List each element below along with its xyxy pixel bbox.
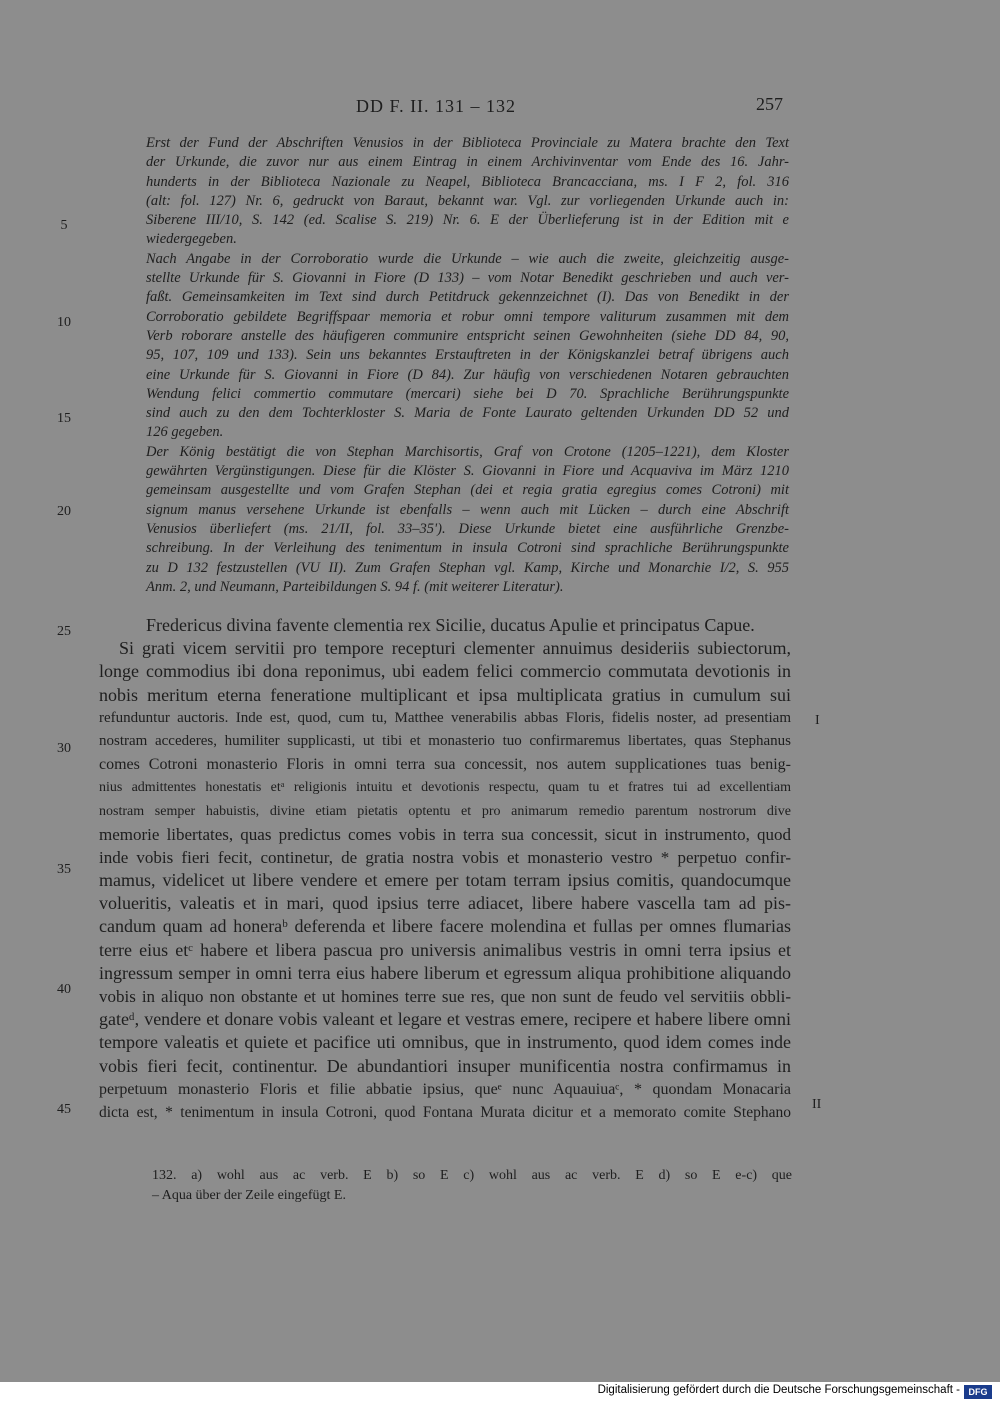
marginal-numeral: I: [815, 713, 820, 728]
running-header: DD F. II. 131 – 132: [356, 96, 517, 116]
commentary-line: stellte Urkunde für S. Giovanni in Fiore (D 133) – vom Notar Benedikt geschrieben und auch ver-: [146, 270, 789, 287]
footnote-line: 132. a) wohl aus ac verb. E b) so E c) wohl aus ac verb. E d) so E e-c) que: [152, 1168, 792, 1183]
charter-line: terre eius etᶜ habere et libera pascua pro universis animalibus vestris in omni terra ipsius et: [99, 939, 791, 960]
charter-line: Si grati vicem servitii pro tempore recepturi clementer annuimus desideriis subiectorum,: [119, 638, 791, 659]
charter-line: memorie libertates, quas predictus comes vobis in terra sua concessit, sicut in instrumento, quod: [99, 824, 791, 844]
commentary-line: (alt: fol. 127) Nr. 6, gedruckt von Baraut, bekannt war. Vgl. zur vorliegenden Urkunde auch in:: [146, 192, 789, 209]
page-number: 257: [756, 94, 783, 114]
commentary-line: Der König bestätigt die von Stephan Marchisortis, Graf von Crotone (1205–1221), dem Kloster: [146, 443, 789, 460]
charter-line: longe commodius ibi dona reponimus, ubi eadem felici commercio commutata devotionis in: [99, 661, 791, 682]
charter-line: dicta est, * tenimentum in insula Cotroni, quod Fontana Murata dicitur et a memorato comite Stephano: [99, 1103, 791, 1121]
line-number: 40: [57, 982, 71, 997]
charter-line: tempore valeatis et quiete et pacifice uti omnibus, que in instrumento, quod idem comes inde: [99, 1032, 791, 1053]
charter-line: ingressum semper in omni terra eius habere liberum et egressum aliqua prohibitione aliquando: [99, 962, 791, 983]
funding-notice: Digitalisierung gefördert durch die Deutsche Forschungsgemeinschaft -: [597, 1384, 960, 1396]
line-number: 5: [60, 218, 68, 233]
charter-line: nius admittentes honestatis etᵃ religionis intuitu et devotionis respectu, quam tu et fratres tui ad excellentiam: [99, 780, 791, 796]
commentary-line: der Urkunde, die zuvor nur aus einem Eintrag in einem Archivinventar vom Ende des 16. Jahr-: [146, 154, 789, 171]
charter-line: vobis in aliquo non obstante et ut homines terre sue res, que non sunt de feudo vel servitiis obbli-: [99, 987, 791, 1006]
line-number: 35: [57, 862, 71, 877]
line-number: 30: [57, 741, 71, 756]
line-number: 15: [57, 411, 71, 426]
dfg-logo: DFG: [964, 1385, 992, 1399]
commentary-line: signum manus versehene Urkunde ist ebenfalls – wenn auch mit Lücken – durch eine Abschrift: [146, 501, 789, 518]
line-number: 10: [57, 315, 71, 330]
charter-line: candum quam ad honeraᵇ deferenda et libere facere molendina et fullas per omnes flumarias: [99, 916, 791, 937]
charter-line: perpetuum monasterio Floris et filie abbatie ipsius, queᵉ nunc Aquauiuaᶜ, * quondam Monacaria: [99, 1080, 791, 1098]
commentary-line: Erst der Fund der Abschriften Venusios in der Biblioteca Provinciale zu Matera brachte den Text: [146, 135, 789, 151]
commentary-line: 126 gegeben.: [146, 424, 224, 441]
footer-bar: [0, 1382, 1000, 1402]
commentary-line: Anm. 2, und Neumann, Parteibildungen S. 94 f. (mit weiterer Literatur).: [146, 578, 564, 595]
commentary-line: Venusios überliefert (ms. 21/II, fol. 33–35'). Diese Urkunde bietet eine ausführliche Grenzbe-: [146, 520, 789, 537]
commentary-line: Siberene III/10, S. 142 (ed. Scalise S. 219) Nr. 6. E der Überlieferung ist in der Edition mit e: [146, 212, 789, 229]
charter-text: [99, 614, 791, 1124]
commentary-line: sind auch zu den dem Tochterkloster S. Maria de Fonte Laurato geltenden Urkunden DD 52 und: [146, 405, 789, 422]
charter-line: comes Cotroni monasterio Floris in omni terra sua concessit, nos autem supplicationes tuas benig-: [99, 756, 791, 774]
commentary-line: Wendung felici commertio commutare (mercari) siehe bei D 70. Sprachliche Berührungspunkte: [146, 385, 789, 402]
marginal-numeral: II: [812, 1097, 822, 1112]
charter-line: vobis fieri fecit, continentur. De abundantiori insuper munificentia nostra confirmamus in: [99, 1055, 791, 1076]
commentary-line: 95, 107, 109 und 133). Sein uns bekanntes Erstauftreten in der Königskanzlei betraf übrigens auch: [146, 347, 789, 364]
commentary-block: [146, 134, 789, 597]
charter-line: Fredericus divina favente clementia rex Sicilie, ducatus Apulie et principatus Capue.: [146, 615, 755, 635]
commentary-line: zu D 132 festzustellen (VU II). Zum Grafen Stephan vgl. Kamp, Kirche und Monarchie I/2, S. 955: [146, 559, 789, 576]
commentary-line: gemeinsam ausgestellte und vom Grafen Stephan (dei et regia gratia egregius comes Cotroni) mit: [146, 482, 789, 499]
charter-line: nostram semper habuistis, divine etiam pietatis optentu et pro animarum remedio parentum nostrorum dive: [99, 803, 791, 819]
line-number: 25: [57, 624, 71, 639]
commentary-line: Verb roborare anstelle des häufigeren communire entspricht seinen Gewohnheiten (siehe DD 84, 90,: [146, 327, 789, 344]
charter-line: refunduntur auctoris. Inde est, quod, cum tu, Matthee venerabilis abbas Floris, fidelis noster, ad presentiam: [99, 709, 791, 726]
charter-line: nostram accederes, humiliter supplicasti, ut tibi et monasterio tuo confirmaremus libertates, quas Stephanus: [99, 732, 791, 749]
footnote-line: – Aqua über der Zeile eingefügt E.: [152, 1188, 346, 1203]
commentary-line: schreibung. In der Verleihung des tenimentum in insula Cotroni sind sprachliche Berührungspunkte: [146, 540, 789, 557]
charter-line: nobis meritum eterna feneratione multiplicant et ipsa multiplicata gratius in cumulum sui: [99, 684, 791, 705]
charter-line: mamus, videlicet ut libere vendere et emere per totam terram ipsius comitis, quandocumque: [99, 870, 791, 891]
commentary-line: gewährten Vergünstigungen. Diese für die Klöster S. Giovanni in Fiore und Acquaviva im März 1210: [146, 463, 789, 480]
commentary-line: faßt. Gemeinsamkeiten im Text sind durch Petitdruck gekennzeichnet (I). Das von Benedikt in der: [146, 289, 789, 306]
charter-line: gateᵈ, vendere et donare vobis valeant et legare et vestras emere, recipere et habere libere omni: [99, 1009, 791, 1030]
commentary-line: Nach Angabe in der Corroboratio wurde die Urkunde – wie auch die zweite, gleichzeitig ausge-: [146, 250, 789, 267]
line-number: 20: [57, 504, 71, 519]
commentary-line: hunderts in der Biblioteca Nazionale zu Neapel, Biblioteca Brancacciana, ms. I F 2, fol. 316: [146, 173, 789, 190]
footnotes: [152, 1166, 792, 1206]
charter-line: volueritis, valeatis et in mari, quod ipsius terre adiacet, libere habere vascella tam ad pis-: [99, 893, 791, 914]
commentary-line: Corroboratio gebildete Begriffspaar memoria et robur omni tempore valiturum zusammen mit dem: [146, 308, 789, 325]
commentary-line: wiedergegeben.: [146, 231, 237, 248]
charter-line: inde vobis fieri fecit, continetur, de gratia nostra vobis et monasterio vestro * perpetuo confir-: [99, 847, 791, 867]
line-number: 45: [57, 1102, 71, 1117]
commentary-line: eine Urkunde für S. Giovanni in Fiore (D 84). Zur häufig von verschiedenen Notaren gebrauchten: [146, 366, 789, 383]
